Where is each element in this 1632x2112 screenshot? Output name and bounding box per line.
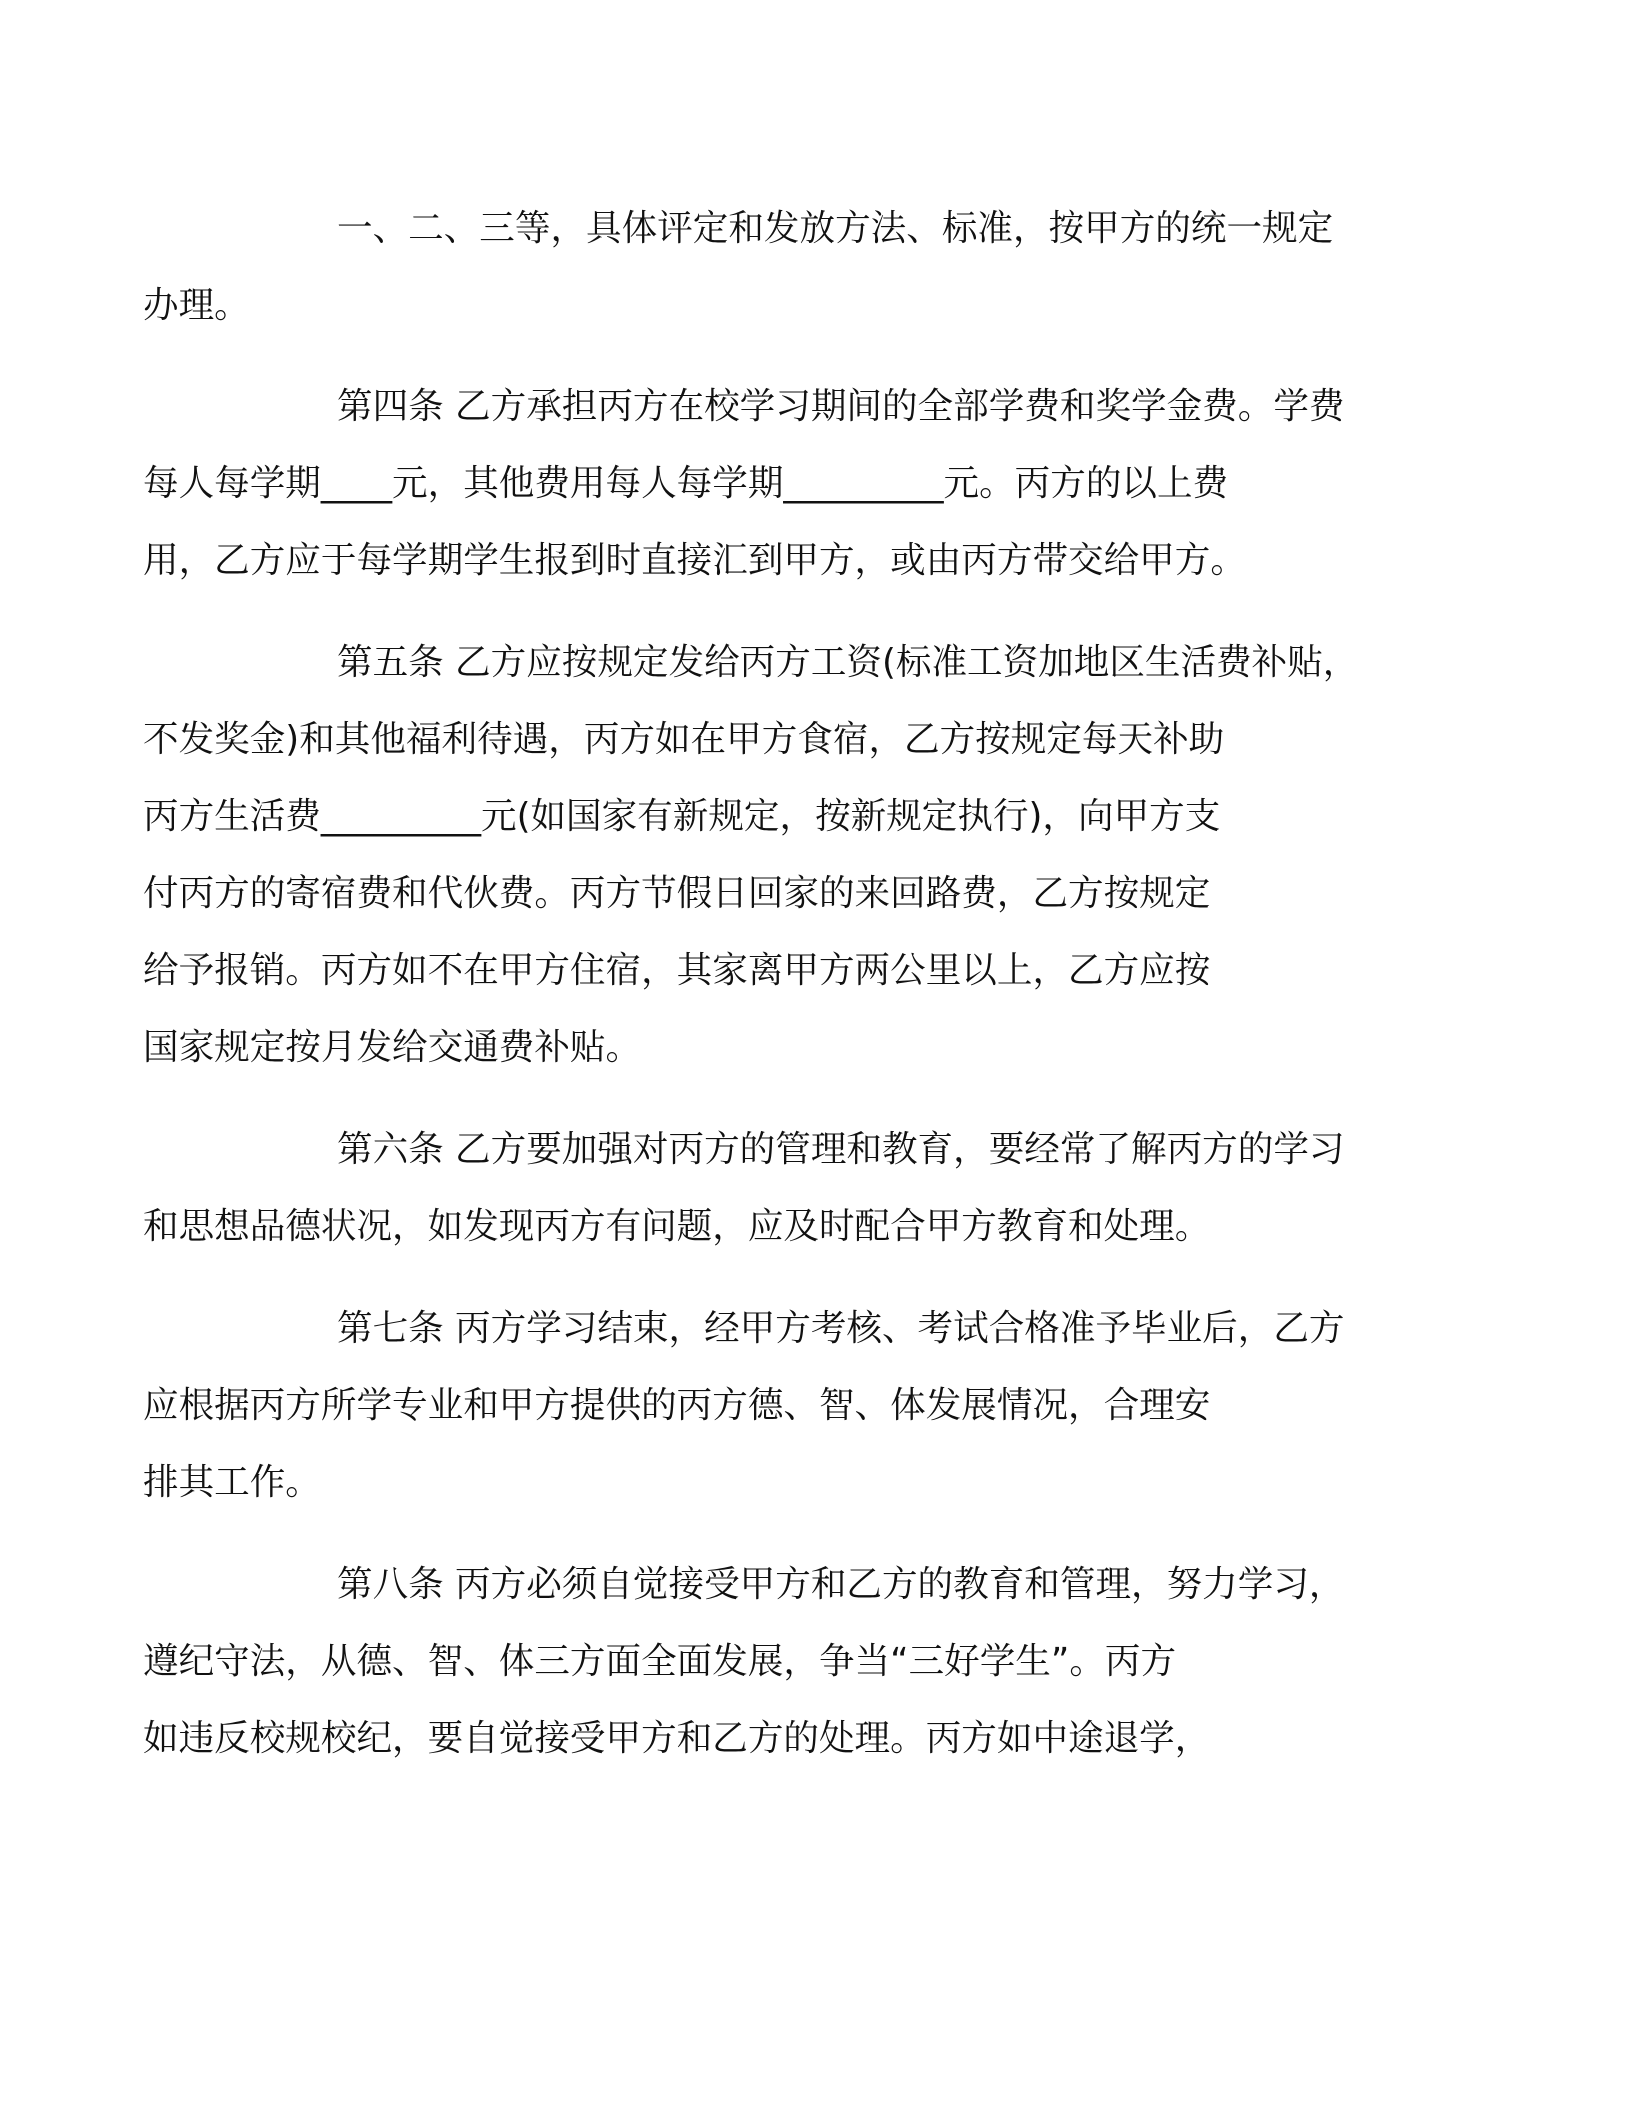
text-line: 第八条 丙方必须自觉接受甲方和乙方的教育和管理，努力学习，	[337, 1564, 1345, 1605]
text-line: 用，乙方应于每学期学生报到时直接汇到甲方，或由丙方带交给甲方。	[143, 540, 1246, 581]
text-line: 排其工作。	[143, 1462, 321, 1503]
paragraph-article-4	[143, 368, 1388, 599]
text-line: 应根据丙方所学专业和甲方提供的丙方德、智、体发展情况，合理安	[143, 1385, 1211, 1426]
paragraph-article-5	[143, 624, 1388, 1086]
paragraph-1	[143, 190, 1388, 344]
text-line: 国家规定按月发给交通费补贴。	[143, 1027, 642, 1068]
text-line: 遵纪守法，从德、智、体三方面全面发展，争当“三好学生”。丙方	[143, 1641, 1177, 1682]
text-line: 和思想品德状况，如发现丙方有问题，应及时配合甲方教育和处理。	[143, 1206, 1211, 1247]
paragraph-article-7	[143, 1290, 1388, 1521]
text-line: 第五条 乙方应按规定发给丙方工资(标准工资加地区生活费补贴，	[337, 642, 1359, 683]
text-line: 办理。	[143, 285, 250, 326]
text-line: 付丙方的寄宿费和代伙费。丙方节假日回家的来回路费，乙方按规定	[143, 873, 1211, 914]
text-line: 丙方生活费_________元(如国家有新规定，按新规定执行)，向甲方支	[143, 796, 1221, 837]
text-line: 第七条 丙方学习结束，经甲方考核、考试合格准予毕业后，乙方	[337, 1308, 1345, 1349]
document-body	[143, 190, 1388, 1802]
text-line: 一、二、三等，具体评定和发放方法、标准，按甲方的统一规定	[337, 208, 1334, 249]
text-line: 第六条 乙方要加强对丙方的管理和教育，要经常了解丙方的学习	[337, 1129, 1345, 1170]
paragraph-article-8	[143, 1546, 1388, 1777]
text-line: 第四条 乙方承担丙方在校学习期间的全部学费和奖学金费。学费	[337, 386, 1345, 427]
text-line: 如违反校规校纪，要自觉接受甲方和乙方的处理。丙方如中途退学，	[143, 1718, 1211, 1759]
paragraph-article-6	[143, 1111, 1388, 1265]
text-line: 给予报销。丙方如不在甲方住宿，其家离甲方两公里以上，乙方应按	[143, 950, 1211, 991]
text-line: 不发奖金)和其他福利待遇，丙方如在甲方食宿，乙方按规定每天补助	[143, 719, 1225, 760]
text-line: 每人每学期____元，其他费用每人每学期_________元。丙方的以上费	[143, 463, 1229, 504]
